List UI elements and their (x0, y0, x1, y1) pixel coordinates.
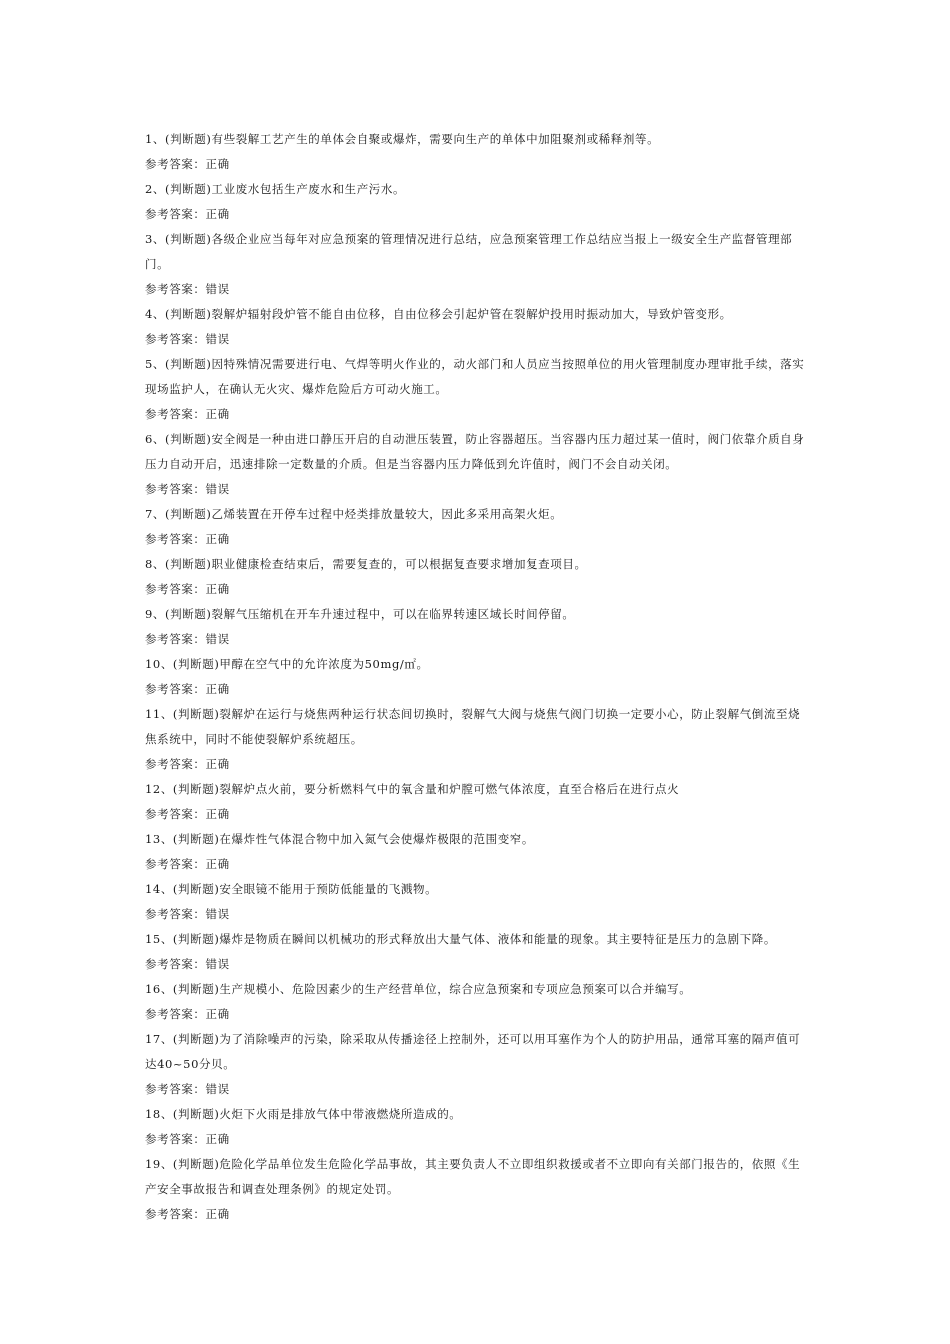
question-text: 8、(判断题)职业健康检查结束后，需要复查的，可以根据复查要求增加复查项目。 (145, 557, 587, 571)
answer-text: 参考答案：正确 (145, 407, 230, 421)
question-item (145, 127, 810, 177)
answer-text: 参考答案：正确 (145, 682, 230, 696)
answer-text: 参考答案：正确 (145, 207, 230, 221)
question-text: 18、(判断题)火炬下火雨是排放气体中带液燃烧所造成的。 (145, 1107, 462, 1121)
answer-text: 参考答案：错误 (145, 632, 230, 646)
question-text: 13、(判断题)在爆炸性气体混合物中加入氮气会使爆炸极限的范围变窄。 (145, 832, 535, 846)
question-item (145, 1152, 810, 1227)
question-item (145, 302, 810, 352)
question-item (145, 427, 810, 502)
answer-text: 参考答案：错误 (145, 282, 230, 296)
question-text: 14、(判断题)安全眼镜不能用于预防低能量的飞溅物。 (145, 882, 438, 896)
answer-text: 参考答案：正确 (145, 757, 230, 771)
question-item (145, 777, 810, 827)
question-item (145, 827, 810, 877)
question-item (145, 702, 810, 777)
question-text: 9、(判断题)裂解气压缩机在开车升速过程中，可以在临界转速区域长时间停留。 (145, 607, 575, 621)
answer-text: 参考答案：正确 (145, 157, 230, 171)
question-item (145, 1102, 810, 1152)
question-item (145, 877, 810, 927)
answer-text: 参考答案：正确 (145, 1132, 230, 1146)
question-text: 5、(判断题)因特殊情况需要进行电、气焊等明火作业的，动火部门和人员应当按照单位的用火管理制度办理审批手续，落实现场监护人，在确认无火灾、爆炸危险后方可动火施工。 (145, 357, 805, 396)
question-text: 19、(判断题)危险化学品单位发生危险化学品事故，其主要负责人不立即组织救援或者不立即向有关部门报告的，依照《生产安全事故报告和调查处理条例》的规定处罚。 (145, 1157, 801, 1196)
question-text: 10、(判断题)甲醇在空气中的允许浓度为50mg/㎡。 (145, 657, 429, 671)
question-item (145, 227, 810, 302)
question-item (145, 977, 810, 1027)
answer-text: 参考答案：正确 (145, 857, 230, 871)
question-text: 6、(判断题)安全阀是一种由进口静压开启的自动泄压装置，防止容器超压。当容器内压力超过某一值时，阀门依靠介质自身压力自动开启，迅速排除一定数量的介质。但是当容器内压力降低到允许值时，阀门不会自动关闭。 (145, 432, 805, 471)
question-text: 11、(判断题)裂解炉在运行与烧焦两种运行状态间切换时，裂解气大阀与烧焦气阀门切换一定要小心，防止裂解气倒流至烧焦系统中，同时不能使裂解炉系统超压。 (145, 707, 801, 746)
question-list (145, 127, 810, 1227)
question-item (145, 602, 810, 652)
answer-text: 参考答案：错误 (145, 907, 230, 921)
answer-text: 参考答案：正确 (145, 1207, 230, 1221)
question-text: 2、(判断题)工业废水包括生产废水和生产污水。 (145, 182, 406, 196)
answer-text: 参考答案：错误 (145, 332, 230, 346)
question-item (145, 177, 810, 227)
question-text: 1、(判断题)有些裂解工艺产生的单体会自聚或爆炸，需要向生产的单体中加阻聚剂或稀释剂等。 (145, 132, 660, 146)
question-text: 7、(判断题)乙烯装置在开停车过程中烃类排放量较大，因此多采用高架火炬。 (145, 507, 563, 521)
question-text: 12、(判断题)裂解炉点火前，要分析燃料气中的氧含量和炉膛可燃气体浓度，直至合格后在进行点火 (145, 782, 680, 796)
question-text: 16、(判断题)生产规模小、危险因素少的生产经营单位，综合应急预案和专项应急预案可以合并编写。 (145, 982, 692, 996)
question-text: 17、(判断题)为了消除噪声的污染，除采取从传播途径上控制外，还可以用耳塞作为个人的防护用品，通常耳塞的隔声值可达40~50分贝。 (145, 1032, 801, 1071)
question-item (145, 652, 810, 702)
answer-text: 参考答案：正确 (145, 1007, 230, 1021)
question-text: 3、(判断题)各级企业应当每年对应急预案的管理情况进行总结，应急预案管理工作总结应当报上一级安全生产监督管理部门。 (145, 232, 793, 271)
question-item (145, 927, 810, 977)
answer-text: 参考答案：错误 (145, 1082, 230, 1096)
question-item (145, 552, 810, 602)
answer-text: 参考答案：正确 (145, 532, 230, 546)
question-item (145, 502, 810, 552)
question-text: 4、(判断题)裂解炉辐射段炉管不能自由位移，自由位移会引起炉管在裂解炉投用时振动加大，导致炉管变形。 (145, 307, 732, 321)
question-text: 15、(判断题)爆炸是物质在瞬间以机械功的形式释放出大量气体、液体和能量的现象。其主要特征是压力的急剧下降。 (145, 932, 776, 946)
answer-text: 参考答案：错误 (145, 957, 230, 971)
question-item (145, 352, 810, 427)
answer-text: 参考答案：错误 (145, 482, 230, 496)
answer-text: 参考答案：正确 (145, 807, 230, 821)
answer-text: 参考答案：正确 (145, 582, 230, 596)
question-item (145, 1027, 810, 1102)
